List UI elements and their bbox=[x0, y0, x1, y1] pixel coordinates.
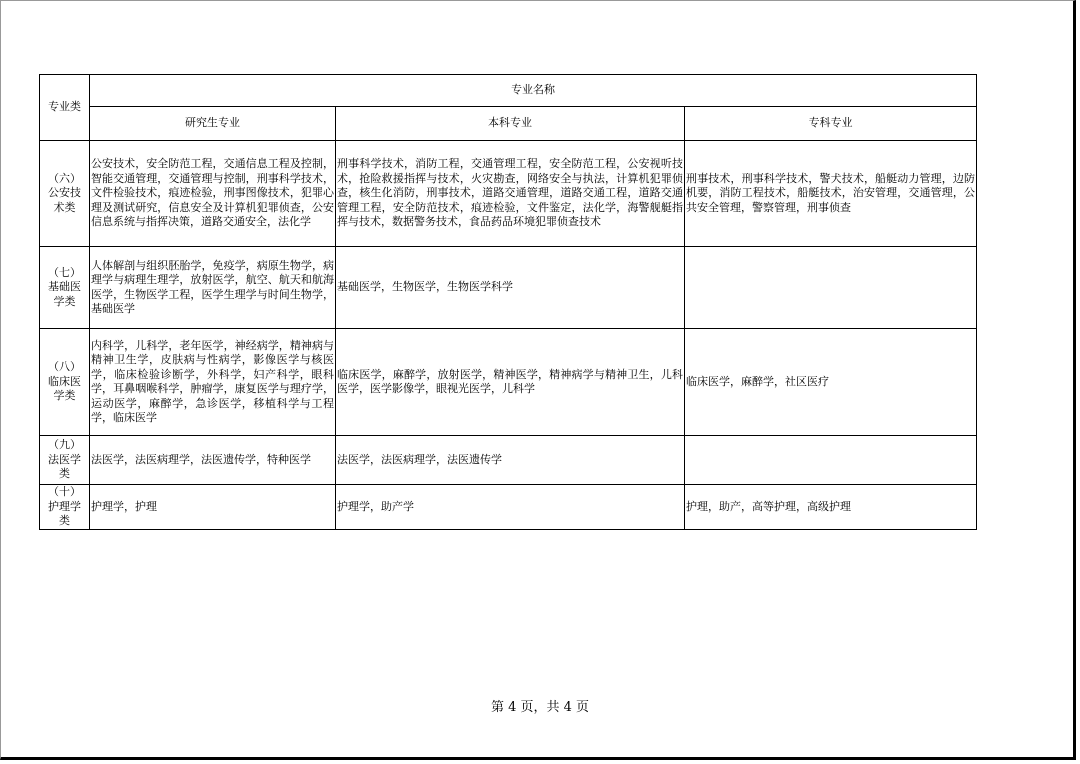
category-cell: （六） 公安技 术类 bbox=[40, 141, 90, 247]
table-row bbox=[40, 485, 977, 530]
category-header: 专业类 bbox=[40, 75, 90, 141]
category-cell: （九） 法医学 类 bbox=[40, 436, 90, 485]
major-name-header: 专业名称 bbox=[90, 75, 977, 107]
graduate-header: 研究生专业 bbox=[90, 107, 336, 141]
undergraduate-cell: 法医学，法医病理学，法医遗传学 bbox=[336, 436, 685, 485]
category-cell: （十） 护理学 类 bbox=[40, 485, 90, 530]
major-catalog-table bbox=[39, 74, 977, 530]
graduate-cell: 法医学，法医病理学，法医遗传学，特种医学 bbox=[90, 436, 336, 485]
page-number-footer: 第 4 页，共 4 页 bbox=[490, 700, 590, 715]
category-cell: （八） 临床医 学类 bbox=[40, 329, 90, 436]
vocational-cell: 护理，助产，高等护理，高级护理 bbox=[685, 485, 977, 530]
category-cell: （七） 基础医 学类 bbox=[40, 247, 90, 329]
undergraduate-header: 本科专业 bbox=[336, 107, 685, 141]
table-row bbox=[40, 141, 977, 247]
graduate-cell: 护理学，护理 bbox=[90, 485, 336, 530]
undergraduate-cell: 临床医学，麻醉学，放射医学，精神医学，精神病学与精神卫生，儿科医学，医学影像学，眼视光医学，儿科学 bbox=[336, 329, 685, 436]
vocational-cell bbox=[685, 247, 977, 329]
graduate-cell: 人体解剖与组织胚胎学，免疫学，病原生物学，病理学与病理生理学，放射医学，航空、航天和航海医学，生物医学工程，医学生理学与时间生物学，基础医学 bbox=[90, 247, 336, 329]
undergraduate-cell: 护理学，助产学 bbox=[336, 485, 685, 530]
vocational-cell: 临床医学，麻醉学，社区医疗 bbox=[685, 329, 977, 436]
graduate-cell: 内科学，儿科学，老年医学，神经病学，精神病与精神卫生学，皮肤病与性病学，影像医学与核医学，临床检验诊断学，外科学，妇产科学，眼科学，耳鼻咽喉科学，肿瘤学，康复医学与理疗学，运动医学，麻醉学，急诊医学，移植科学与工程学，临床医学 bbox=[90, 329, 336, 436]
header-row-1 bbox=[40, 75, 977, 107]
vocational-cell: 刑事技术，刑事科学技术，警犬技术，船艇动力管理，边防机要，消防工程技术，船艇技术，治安管理，交通管理，公共安全管理，警察管理，刑事侦查 bbox=[685, 141, 977, 247]
vocational-header: 专科专业 bbox=[685, 107, 977, 141]
graduate-cell: 公安技术，安全防范工程，交通信息工程及控制，智能交通管理，交通管理与控制，刑事科学技术，文件检验技术，痕迹检验，刑事图像技术，犯罪心理及测试研究，信息安全及计算机犯罪侦查，公安信息系统与指挥决策，道路交通安全，法化学 bbox=[90, 141, 336, 247]
undergraduate-cell: 刑事科学技术，消防工程，交通管理工程，安全防范工程，公安视听技术，抢险救援指挥与技术，火灾勘查，网络安全与执法，计算机犯罪侦查，核生化消防，刑事技术，道路交通管理，道路交通工程，道路交通管理工程，安全防范技术，痕迹检验，文件鉴定，法化学，海警舰艇指挥与技术，数据警务技术，食品药品环境犯罪侦查技术 bbox=[336, 141, 685, 247]
table-row bbox=[40, 436, 977, 485]
table-row bbox=[40, 329, 977, 436]
vocational-cell bbox=[685, 436, 977, 485]
table-row bbox=[40, 247, 977, 329]
undergraduate-cell: 基础医学，生物医学，生物医学科学 bbox=[336, 247, 685, 329]
header-row-2 bbox=[40, 107, 977, 141]
